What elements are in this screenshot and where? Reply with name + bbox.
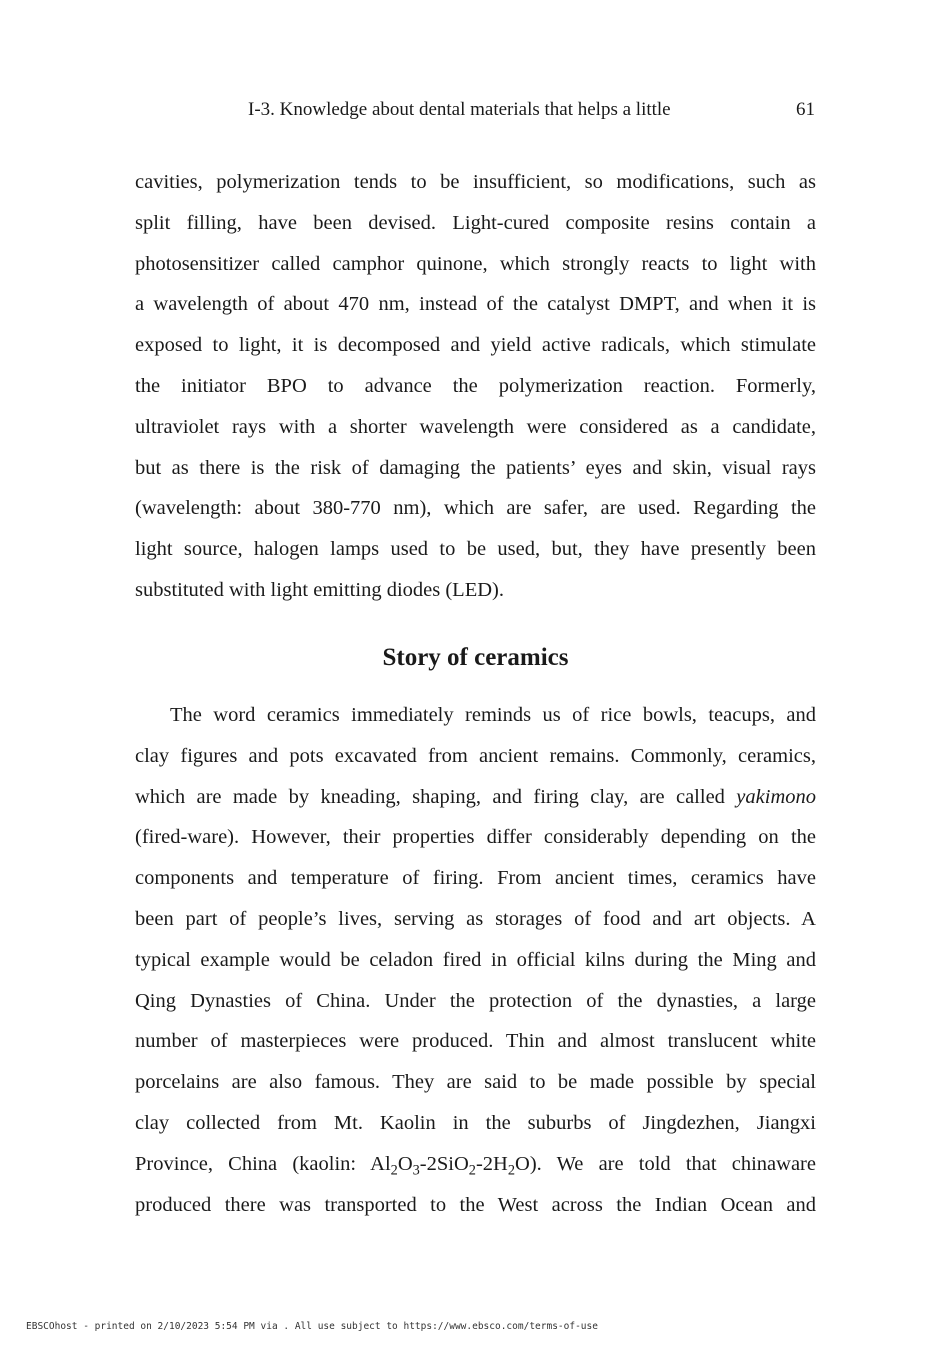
text-line: produced there was transported to the West across the Indian Ocean and <box>135 1193 816 1216</box>
text-line: clay collected from Mt. Kaolin in the suburbs of Jingdezhen, Jiangxi <box>135 1111 816 1134</box>
subscript: 3 <box>412 1162 420 1179</box>
subscript: 2 <box>390 1162 398 1179</box>
text-line: photosensitizer called camphor quinone, which strongly reacts to light with <box>135 252 816 275</box>
text-line: substituted with light emitting diodes (LED). <box>135 578 504 601</box>
text-line: split filling, have been devised. Light-cured composite resins contain a <box>135 211 816 234</box>
text-line: Qing Dynasties of China. Under the protection of the dynasties, a large <box>135 989 816 1012</box>
text-segment: O <box>397 1152 413 1175</box>
print-footer: EBSCOhost - printed on 2/10/2023 5:54 PM via . All use subject to https://www.ebsco.com/terms-of-use <box>26 1321 598 1332</box>
text-segment: which are made by kneading, shaping, and firing clay, are called <box>135 785 737 808</box>
text-segment: O). We are told that chinaware <box>515 1152 816 1175</box>
text-line: exposed to light, it is decomposed and yield active radicals, which stimulate <box>135 334 816 357</box>
text-segment: -2SiO <box>419 1152 469 1175</box>
text-line: The word ceramics immediately reminds us of rice bowls, teacups, and <box>170 704 816 726</box>
section-heading: Story of ceramics <box>382 644 569 671</box>
text-line: number of masterpieces were produced. Thin and almost translucent white <box>135 1030 816 1053</box>
text-line: the initiator BPO to advance the polymerization reaction. Formerly, <box>135 374 816 397</box>
text-segment: -2H <box>475 1152 508 1175</box>
paragraph-ceramics <box>135 695 816 1225</box>
text-line: (wavelength: about 380-770 nm), which are safer, are used. Regarding the <box>135 497 816 520</box>
paragraph-polymerization <box>135 162 816 611</box>
running-header-title: I-3. Knowledge about dental materials that helps a little <box>248 99 671 120</box>
italic-term: yakimono <box>736 785 816 808</box>
text-line: (fired-ware). However, their properties differ considerably depending on the <box>135 826 816 849</box>
text-line: but as there is the risk of damaging the patients’ eyes and skin, visual rays <box>135 456 816 479</box>
text-line: a wavelength of about 470 nm, instead of the catalyst DMPT, and when it is <box>135 293 816 316</box>
text-line: clay figures and pots excavated from ancient remains. Commonly, ceramics, <box>135 744 816 767</box>
text-line: porcelains are also famous. They are said to be made possible by special <box>135 1071 816 1094</box>
text-line: ultraviolet rays with a shorter wavelength were considered as a candidate, <box>135 415 816 438</box>
text-line: typical example would be celadon fired in official kilns during the Ming and <box>135 948 816 971</box>
page-number: 61 <box>796 99 815 120</box>
text-line: components and temperature of firing. From ancient times, ceramics have <box>135 867 816 890</box>
text-line <box>135 777 816 818</box>
formula-line <box>135 1144 816 1185</box>
subscript: 2 <box>507 1162 516 1179</box>
text-segment: Province, China (kaolin: Al <box>135 1152 391 1175</box>
text-line: cavities, polymerization tends to be insufficient, so modifications, such as <box>135 171 816 193</box>
subscript: 2 <box>468 1162 476 1179</box>
text-line: light source, halogen lamps used to be used, but, they have presently been <box>135 538 816 561</box>
text-line: been part of people’s lives, serving as storages of food and art objects. A <box>135 907 816 930</box>
